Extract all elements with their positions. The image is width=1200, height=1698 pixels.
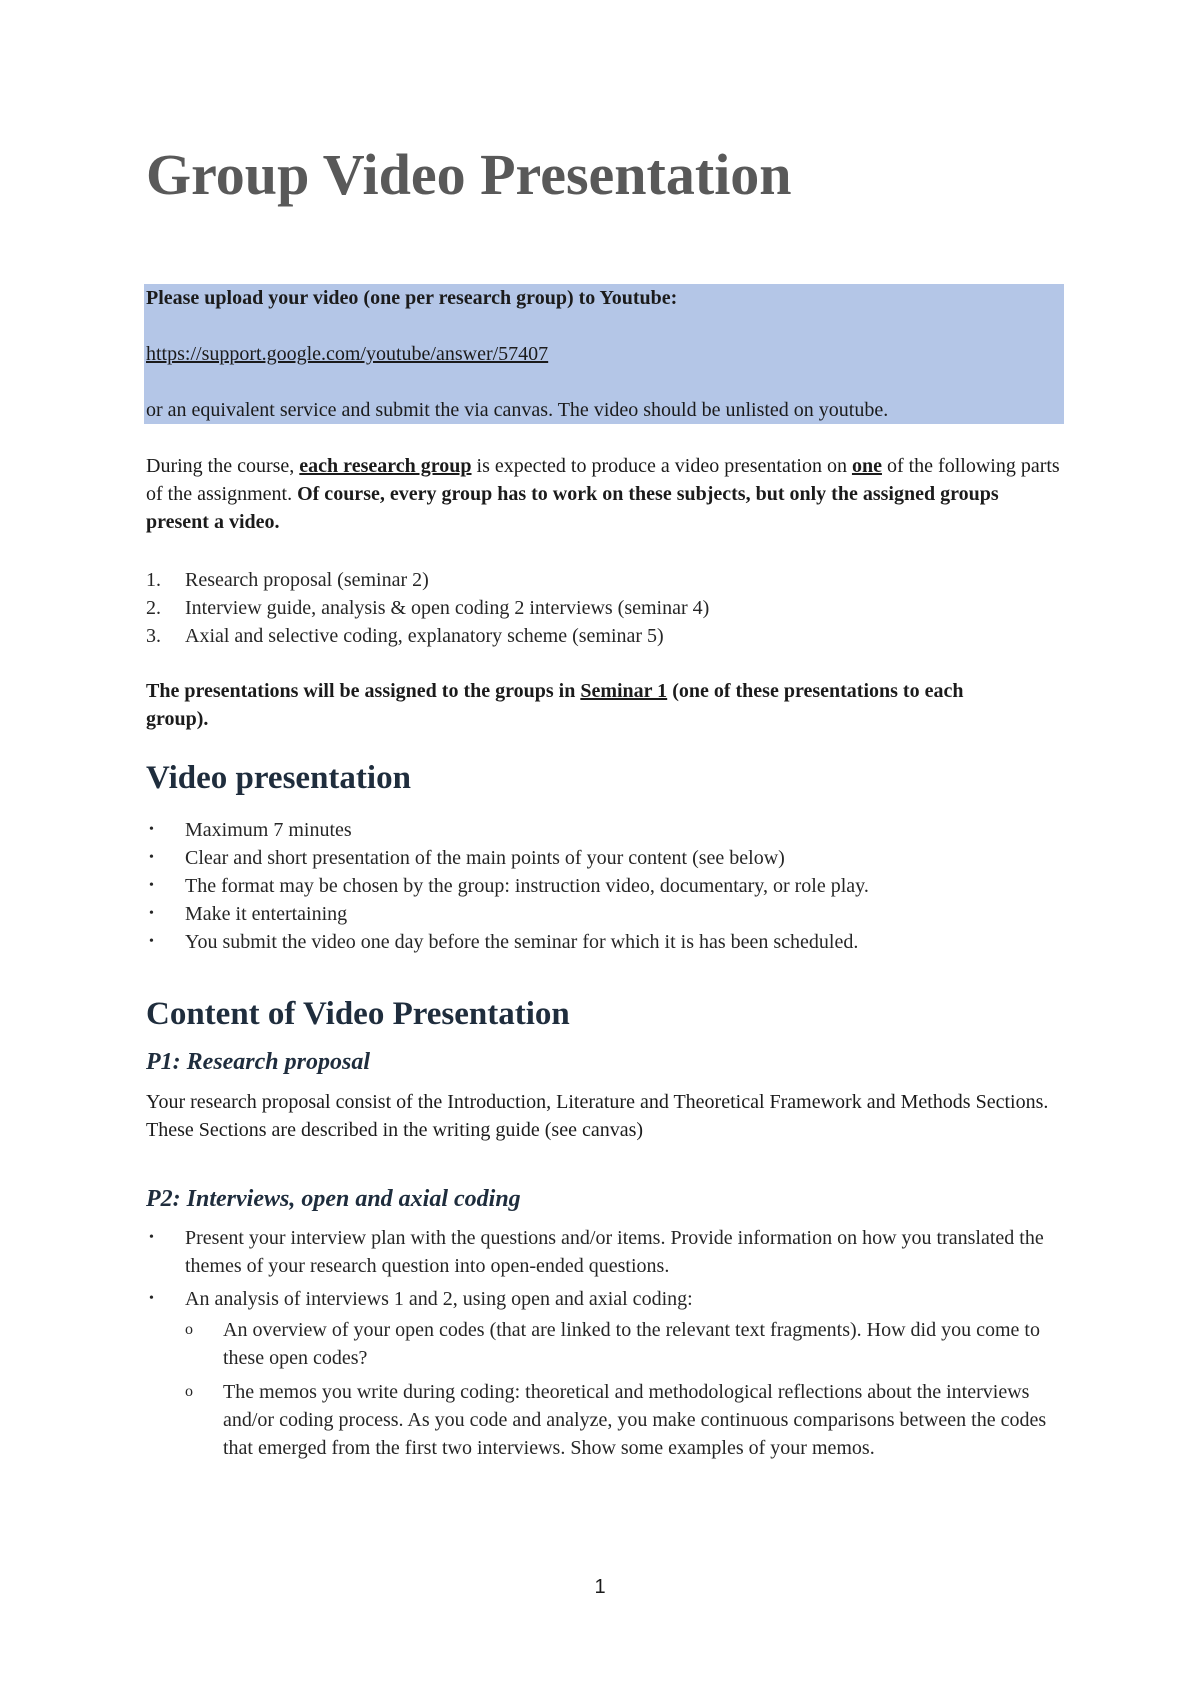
sub-list-item (185, 1316, 1066, 1372)
bullet-icon: • (149, 906, 154, 921)
video-presentation-heading: Video presentation (146, 760, 411, 796)
sub-list-item (185, 1378, 1066, 1462)
video-requirements-list (146, 816, 1066, 956)
intro-paragraph (146, 452, 1066, 536)
list-item (146, 900, 1066, 928)
list-item-text: The format may be chosen by the group: instruction video, documentary, or role play. (185, 875, 869, 897)
list-item (146, 594, 1066, 622)
intro-bold-note: Of course, every group has to work on these subjects, but only the assigned groups present a video. (146, 483, 999, 533)
upload-instruction: Please upload your video (one per research group) to Youtube: (146, 287, 678, 309)
list-item (146, 928, 1066, 956)
parts-list (146, 566, 1066, 650)
list-number: 1. (146, 569, 161, 591)
list-number: 3. (146, 625, 161, 647)
list-item-text: Axial and selective coding, explanatory scheme (seminar 5) (185, 625, 664, 647)
intro-one: one (851, 455, 882, 477)
assignment-note (146, 677, 966, 733)
bullet-icon: • (149, 850, 154, 865)
list-number: 2. (146, 597, 161, 619)
content-heading: Content of Video Presentation (146, 996, 570, 1032)
list-item-text: You submit the video one day before the seminar for which it is has been scheduled. (185, 931, 859, 953)
assign-text-3: (one of these presentations to each group). (146, 680, 964, 730)
list-item (146, 872, 1066, 900)
list-item-text: An analysis of interviews 1 and 2, using open and axial coding: (185, 1288, 693, 1310)
list-item (146, 1224, 1066, 1280)
list-item-text: Research proposal (seminar 2) (185, 569, 429, 591)
p2-heading: P2: Interviews, open and axial coding (146, 1186, 521, 1212)
intro-text-1: During the course, (146, 455, 300, 477)
bullet-icon: • (149, 822, 154, 837)
p1-heading: P1: Research proposal (146, 1049, 370, 1075)
bullet-icon: • (149, 1291, 154, 1306)
intro-text-3: is expected to produce a video presentation on (471, 455, 852, 477)
bullet-icon: • (149, 934, 154, 949)
list-item (146, 622, 1066, 650)
list-item (146, 566, 1066, 594)
upload-alternative-note: or an equivalent service and submit the via canvas. The video should be unlisted on youtube. (146, 399, 889, 421)
list-item (146, 844, 1066, 872)
intro-text-5: of the following parts of the assignment. (146, 455, 1060, 505)
p2-list (146, 1224, 1066, 1468)
list-item-text: Make it entertaining (185, 903, 348, 925)
list-item (146, 816, 1066, 844)
list-item-text: Maximum 7 minutes (185, 819, 352, 841)
assign-text-1: The presentations will be assigned to the groups in (146, 680, 581, 702)
page-number: 1 (594, 1576, 606, 1598)
p2-sub-list (185, 1316, 1066, 1462)
circle-bullet-icon: o (185, 1383, 193, 1400)
list-item-text: Present your interview plan with the questions and/or items. Provide information on how you translated the themes of your research question into open-ended questions. (185, 1227, 1044, 1277)
p1-paragraph: Your research proposal consist of the Introduction, Literature and Theoretical Framework and Methods Sections. These Sections are described in the writing guide (see canvas) (146, 1091, 1049, 1141)
list-item (146, 1285, 1066, 1462)
list-item-text: The memos you write during coding: theoretical and methodological reflections about the interviews and/or coding process. As you code and analyze, you make continuous comparisons between the codes that emerged from the first two interviews. Show some examples of your memos. (223, 1381, 1047, 1459)
intro-each-group: each research group (299, 455, 472, 477)
bullet-icon: • (149, 878, 154, 893)
list-item-text: Clear and short presentation of the main points of your content (see below) (185, 847, 785, 869)
assign-seminar: Seminar 1 (580, 680, 668, 702)
list-item-text: Interview guide, analysis & open coding 2 interviews (seminar 4) (185, 597, 710, 619)
bullet-icon: • (149, 1230, 154, 1245)
upload-notice-box (144, 284, 1064, 424)
youtube-help-link[interactable]: https://support.google.com/youtube/answer/57407 (146, 343, 549, 365)
circle-bullet-icon: o (185, 1321, 193, 1338)
page-title: Group Video Presentation (146, 142, 792, 207)
list-item-text: An overview of your open codes (that are linked to the relevant text fragments). How did you come to these open codes? (223, 1319, 1040, 1369)
